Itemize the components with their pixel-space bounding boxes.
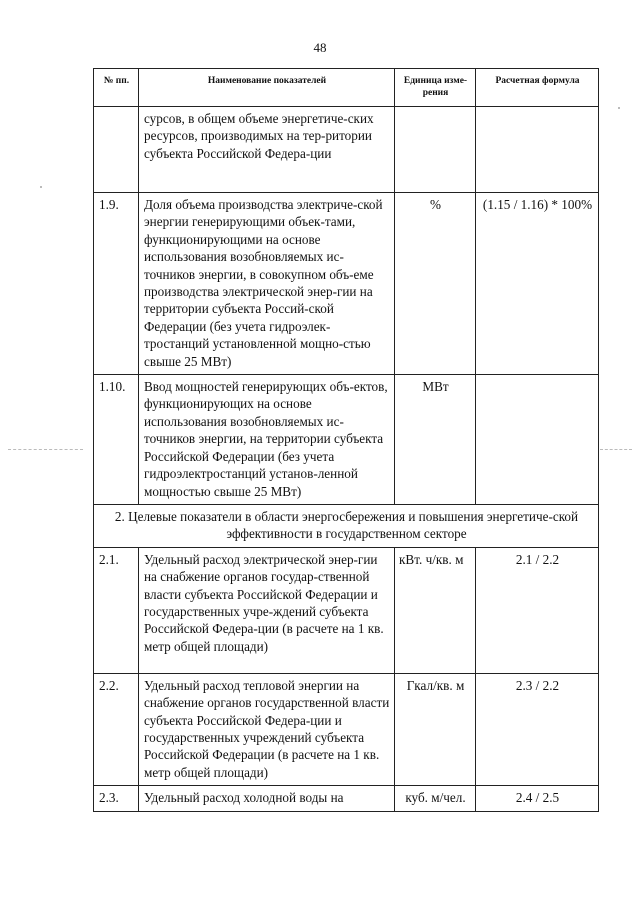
row-unit: кВт. ч/кв. м [395,547,476,673]
section-title: 2. Целевые показатели в области энергосбережения и повышения энергетиче-ской эффективности в государственном секторе [94,504,599,547]
header-unit: Единица изме-рения [395,69,476,107]
table-row [94,673,599,785]
header-indicator-name: Наименование показателей [139,69,395,107]
scan-speck [618,107,620,109]
row-unit: МВт [395,375,476,505]
header-formula: Расчетная формула [476,69,599,107]
row-indicator-name: сурсов, в общем объеме энергетиче-ских ресурсов, производимых на тер-ритории субъекта Российской Федера-ции [139,107,395,193]
scan-artifact-left [8,449,83,450]
indicators-table [93,68,599,812]
table-header-row [94,69,599,107]
row-formula: (1.15 / 1.16) * 100% [476,193,599,375]
row-number: 2.1. [94,547,139,673]
row-unit [395,107,476,193]
page-number: 48 [313,40,327,55]
table-row [94,547,599,673]
row-number: 1.9. [94,193,139,375]
row-indicator-name: Доля объема производства электриче-ской энергии генерирующими объек-тами, функционирующими на основе использования возобновляемых ис-точников энергии, в совокупном объ-еме производства электрической энер-гии на территории субъекта Россий-ской Федерации (без учета гидроэлек-тростанций установленной мощно-стью свыше 25 МВт) [139,193,395,375]
table-row [94,107,599,193]
row-indicator-name: Удельный расход электрической энер-гии на снабжение органов государ-ственной власти субъекта Российской Федерации и государственных учре-ждений субъекта Российской Федера-ции (в расчете на 1 кв. метр общей площади) [139,547,395,673]
row-indicator-name: Удельный расход тепловой энергии на снабжение органов государственной власти субъекта Российской Федера-ции и государственных учреждений субъекта Российской Федерации (в расчете на 1 кв. метр общей площади) [139,673,395,785]
section-row [94,504,599,547]
row-number: 1.10. [94,375,139,505]
row-formula: 2.1 / 2.2 [476,547,599,673]
row-formula [476,107,599,193]
table-row [94,375,599,505]
row-unit: % [395,193,476,375]
row-unit: куб. м/чел. [395,786,476,812]
row-formula: 2.3 / 2.2 [476,673,599,785]
row-unit: Гкал/кв. м [395,673,476,785]
header-number: № пп. [94,69,139,107]
scan-speck [40,186,42,188]
row-number: 2.3. [94,786,139,812]
row-number: 2.2. [94,673,139,785]
table-row [94,193,599,375]
table-row [94,786,599,812]
row-indicator-name: Ввод мощностей генерирующих объ-ектов, функционирующих на основе использования возобновляемых ис-точников энергии, на территории субъекта Российской Федерации (без учета гидроэлектростанций установ-ленной мощностью свыше 25 МВт) [139,375,395,505]
row-number [94,107,139,193]
row-formula [476,375,599,505]
row-formula: 2.4 / 2.5 [476,786,599,812]
scan-artifact-right [600,449,632,450]
row-indicator-name: Удельный расход холодной воды на [139,786,395,812]
